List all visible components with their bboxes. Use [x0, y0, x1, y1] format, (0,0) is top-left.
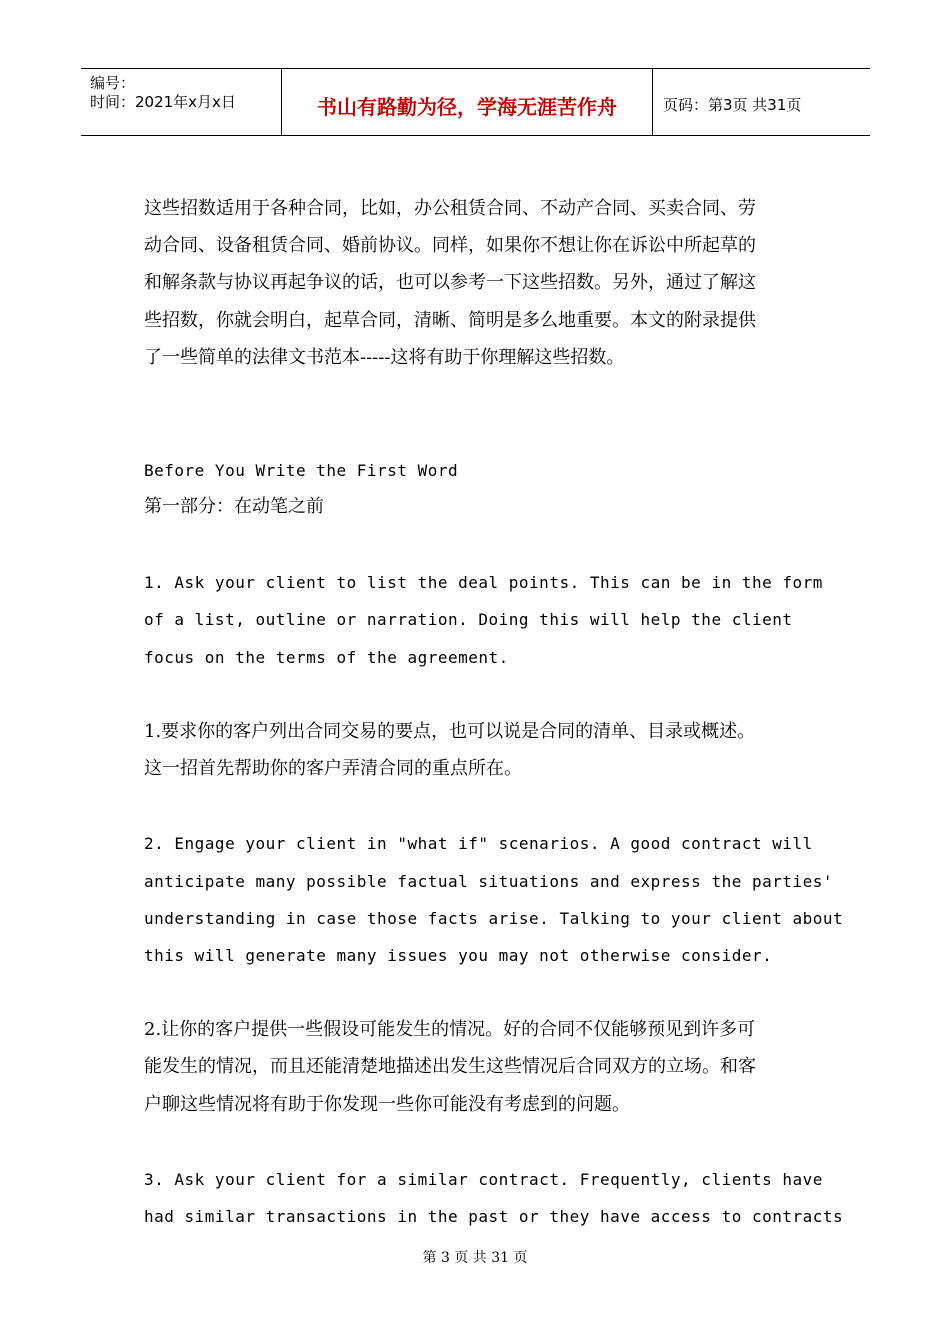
item1-en-line: 1. Ask your client to list the deal points. This can be in the form: [144, 573, 823, 592]
section-title-en: Before You Write the First Word: [144, 461, 459, 480]
item1-en-line: focus on the terms of the agreement.: [144, 648, 509, 667]
item2-zh-line: 户聊这些情况将有助于你发现一些你可能没有考虑到的问题。: [144, 1094, 630, 1115]
intro-line: 动合同、设备租赁合同、婚前协议。同样，如果你不想让你在诉讼中所起草的: [144, 235, 756, 256]
document-number-label: 编号：: [90, 74, 136, 92]
header-page-code: 页码：第3页 共31页: [663, 96, 802, 114]
item2-zh-line: 2.让你的客户提供一些假设可能发生的情况。好的合同不仅能够预见到许多可: [144, 1019, 756, 1040]
header-middle-cell: [281, 69, 653, 135]
intro-line: 些招数，你就会明白，起草合同，清晰、简明是多么地重要。本文的附录提供: [144, 310, 756, 331]
intro-line: 这些招数适用于各种合同，比如，办公租赁合同、不动产合同、买卖合同、劳: [144, 198, 756, 219]
section-title-zh: 第一部分：在动笔之前: [144, 496, 324, 517]
intro-line: 了一些简单的法律文书范本-----这将有助于你理解这些招数。: [144, 347, 625, 368]
header-table: [81, 68, 870, 136]
document-date: 时间：2021年x月x日: [90, 93, 236, 111]
item2-en-line: 2. Engage your client in "what if" scenarios. A good contract will: [144, 834, 813, 853]
item3-en-line: 3. Ask your client for a similar contract. Frequently, clients have: [144, 1170, 823, 1189]
item2-en-line: this will generate many issues you may not otherwise consider.: [144, 946, 773, 965]
item1-zh-line: 这一招首先帮助你的客户弄清合同的重点所在。: [144, 758, 522, 779]
item2-zh-line: 能发生的情况，而且还能清楚地描述出发生这些情况后合同双方的立场。和客: [144, 1056, 756, 1077]
header-motto: 书山有路勤为径，学海无涯苦作舟: [317, 95, 617, 119]
intro-line: 和解条款与协议再起争议的话，也可以参考一下这些招数。另外，通过了解这: [144, 272, 756, 293]
header-right-cell: [653, 69, 870, 135]
item1-zh-line: 1.要求你的客户列出合同交易的要点，也可以说是合同的清单、目录或概述。: [144, 721, 756, 742]
item2-en-line: understanding in case those facts arise. Talking to your client about: [144, 909, 844, 928]
item3-en-line: had similar transactions in the past or they have access to contracts: [144, 1207, 844, 1226]
page-footer: 第 3 页 共 31 页: [422, 1250, 528, 1266]
header-left-cell: [81, 69, 281, 135]
item2-en-line: anticipate many possible factual situations and express the parties': [144, 872, 834, 891]
item1-en-line: of a list, outline or narration. Doing this will help the client: [144, 610, 793, 629]
